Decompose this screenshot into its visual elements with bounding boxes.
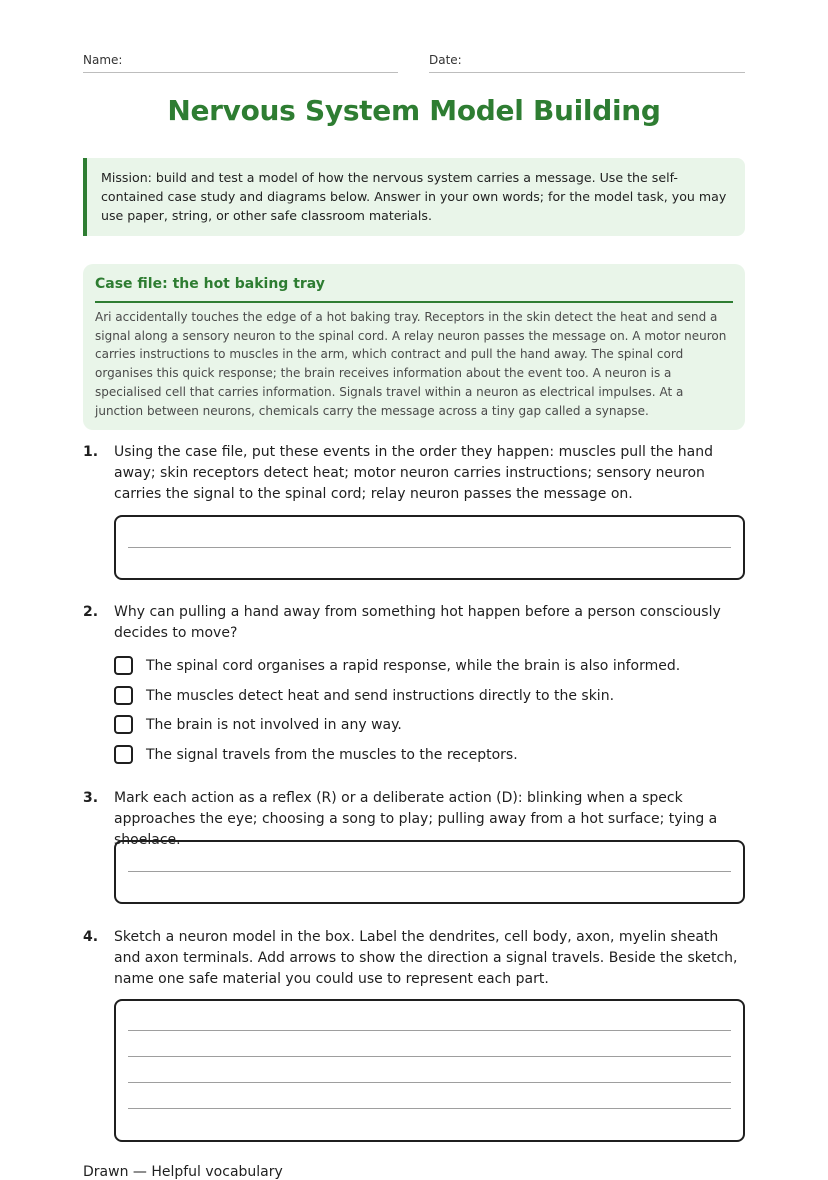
name-field[interactable] (83, 53, 398, 73)
writing-line (128, 871, 731, 872)
checkbox[interactable] (114, 745, 133, 764)
writing-line (128, 547, 731, 548)
checkbox[interactable] (114, 656, 133, 675)
writing-line (128, 1030, 731, 1031)
question-number: 3. (83, 790, 99, 806)
question-text: Sketch a neuron model in the box. Label the dendrites, cell body, axon, myelin sheath and axon terminals. Add arrows to show the direction a signal travels. Beside the sketch, name one safe material you could use to represent each part. (114, 929, 738, 987)
checkbox[interactable] (114, 715, 133, 734)
next-section-heading: Drawn — Helpful vocabulary (83, 1164, 283, 1180)
option-label: The spinal cord organises a rapid response, while the brain is also informed. (146, 658, 681, 674)
question-text: Using the case file, put these events in the order they happen: muscles pull the hand away; skin receptors detect heat; motor neuron carries instructions; sensory neuron carries the signal to the spinal cord; relay neuron passes the message on. (114, 444, 713, 502)
option-label: The signal travels from the muscles to the receptors. (146, 747, 518, 763)
option-4[interactable] (114, 744, 745, 766)
question-number: 4. (83, 929, 99, 945)
date-field[interactable] (429, 53, 745, 73)
question-text: Why can pulling a hand away from something hot happen before a person consciously decides to move? (114, 604, 721, 641)
option-2[interactable] (114, 685, 745, 707)
option-1[interactable] (114, 655, 745, 677)
writing-line (128, 1056, 731, 1057)
date-label: Date: (429, 53, 462, 67)
writing-line (128, 1082, 731, 1083)
case-file-title: Case file: the hot baking tray (95, 274, 733, 303)
sketch-box-4[interactable] (114, 999, 745, 1142)
name-date-row (83, 53, 745, 73)
option-label: The muscles detect heat and send instructions directly to the skin. (146, 688, 615, 704)
case-file-panel (83, 264, 745, 430)
checkbox[interactable] (114, 686, 133, 705)
question-number: 2. (83, 604, 99, 620)
answer-box-3[interactable] (114, 840, 745, 904)
question-text: Mark each action as a reflex (R) or a deliberate action (D): blinking when a speck approaches the eye; choosing a song to play; pulling away from a hot surface; tying a shoelace. (114, 790, 718, 848)
option-label: The brain is not involved in any way. (146, 717, 402, 733)
question-number: 1. (83, 444, 99, 460)
answer-box-1[interactable] (114, 515, 745, 580)
name-label: Name: (83, 53, 123, 67)
writing-line (128, 1108, 731, 1109)
case-file-body: Ari accidentally touches the edge of a hot baking tray. Receptors in the skin detect the heat and send a signal along a sensory neuron to the spinal cord. A relay neuron passes the message on. A motor neuron carries instructions to muscles in the arm, which contract and pull the hand away. The spinal cord organises this quick response; the brain receives information about the event too. A neuron is a specialised cell that carries information. Signals travel within a neuron as electrical impulses. At a junction between neurons, chemicals carry the message across a tiny gap called a synapse. (95, 310, 727, 418)
option-3[interactable] (114, 714, 745, 736)
page-title: Nervous System Model Building (167, 94, 661, 127)
mission-callout: Mission: build and test a model of how the nervous system carries a message. Use the self-contained case study and diagrams below. Answer in your own words; for the model task, you may use paper, string, or other safe classroom materials. (83, 158, 745, 236)
